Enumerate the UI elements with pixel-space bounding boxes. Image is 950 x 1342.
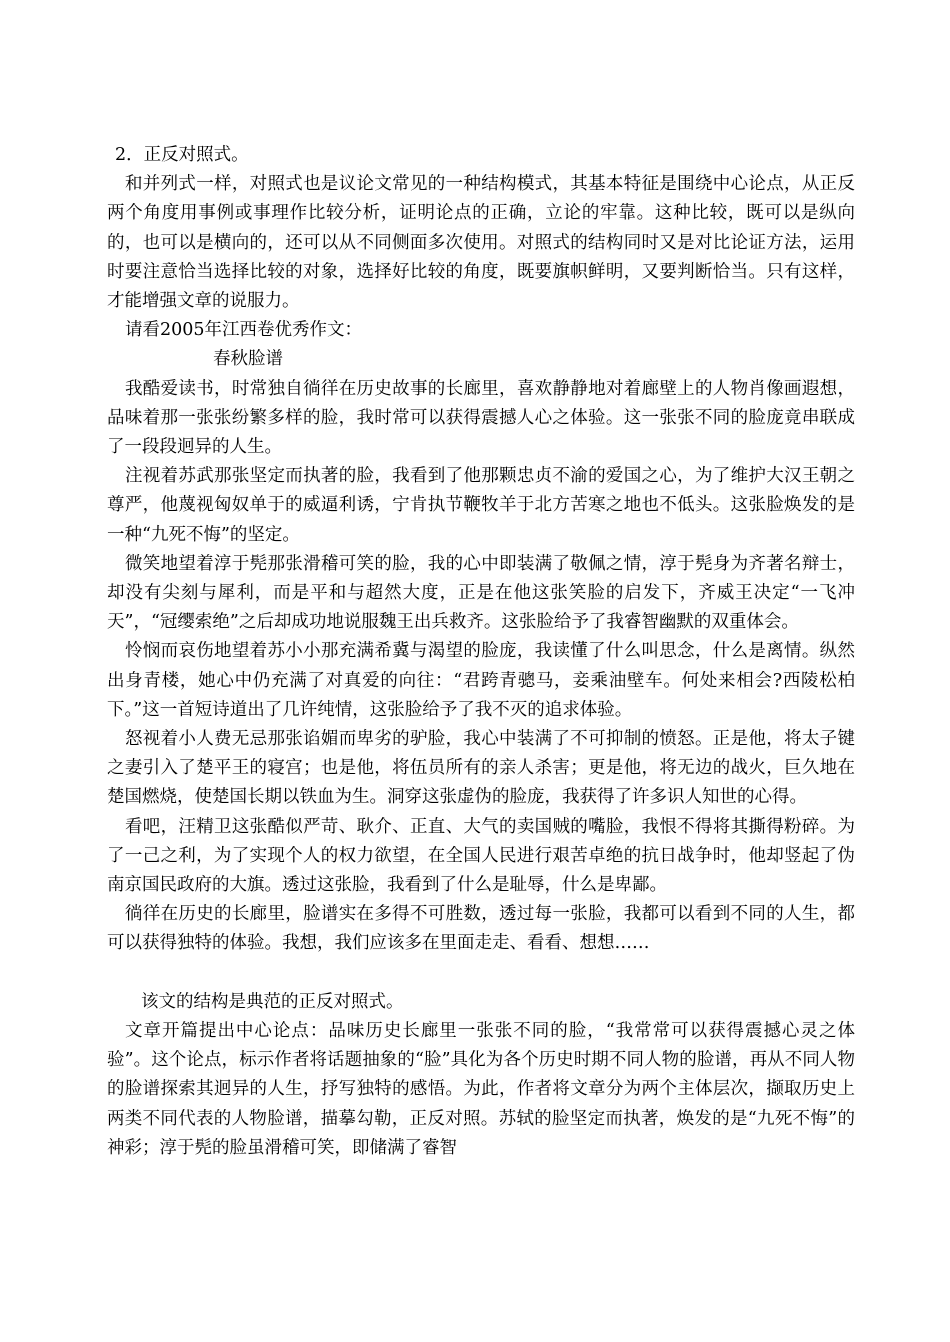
- essay-paragraph-6: 看吧，汪精卫这张酷似严苛、耿介、正直、大气的卖国贼的嘴脸，我恨不得将其撕得粉碎。为了一己之利，为了实现个人的权力欲望，在全国人民进行艰苦卓绝的抗日战争时，他却竖起了伪南京国民政府的大旗。透过这张脸，我看到了什么是耻辱，什么是卑鄙。: [107, 816, 855, 896]
- intro-line: 请看2005年江西卷优秀作文：: [125, 320, 363, 341]
- essay-paragraph-2: 注视着苏武那张坚定而执著的脸，我看到了他那颗忠贞不渝的爱国之心，为了维护大汉王朝之尊严，他蔑视匈奴单于的威逼利诱，宁肯执节鞭牧羊于北方苦寒之地也不低头。这张脸焕发的是一种“九死不悔”的坚定。: [107, 466, 855, 545]
- essay-paragraph-7: 徜徉在历史的长廊里，脸谱实在多得不可胜数，透过每一张脸，我都可以看到不同的人生，都可以获得独特的体验。我想，我们应该多在里面走走、看看、想想……: [107, 904, 855, 954]
- analysis-paragraph: 文章开篇提出中心论点：品味历史长廊里一张张不同的脸，“我常常可以获得震撼心灵之体验”。这个论点，标示作者将话题抽象的“脸”具化为各个历史时期不同人物的脸谱，再从不同人物的脸谱探索其迥异的人生，抒写独特的感悟。为此，作者将文章分为两个主体层次，撷取历史上两类不同代表的人物脸谱，描摹勾勒，正反对照。苏轼的脸坚定而执著，焕发的是“九死不悔”的神彩；淳于髡的脸虽滑稽可笑，即储满了睿智: [107, 1021, 855, 1158]
- essay-paragraph-3: 微笑地望着淳于髡那张滑稽可笑的脸，我的心中即装满了敬佩之情，淳于髡身为齐著名辩士，却没有尖刻与犀利，而是平和与超然大度，正是在他这张笑脸的启发下，齐威王决定“一飞冲天”，“冠缨索绝”之后却成功地说服魏王出兵救齐。这张脸给予了我睿智幽默的双重体会。: [107, 553, 855, 633]
- essay-paragraph-4: 怜悯而哀伤地望着苏小小那充满希冀与渴望的脸庞，我读懂了什么叫思念，什么是离情。纵然出身青楼，她心中仍充满了对真爱的向往：“君跨青骢马，妾乘油壁车。何处来相会?西陵松柏下。”这一首短诗道出了几许纯情，这张脸给予了我不灭的追求体验。: [107, 641, 855, 720]
- essay-title: 春秋脸谱: [213, 349, 283, 370]
- analysis-summary: 该文的结构是典范的正反对照式。: [141, 991, 404, 1012]
- document-body: [107, 141, 855, 1163]
- essay-paragraph-5: 怒视着小人费无忌那张谄媚而卑劣的驴脸，我心中装满了不可抑制的愤怒。正是他，将太子键之妻引入了楚平王的寝宫；也是他，将伍员所有的亲人杀害；更是他，将无边的战火，巨久地在楚国燃烧，使楚国长期以铁血为生。洞穿这张虚伪的脸庞，我获得了许多识人知世的心得。: [107, 729, 855, 808]
- explanation-paragraph: 和并列式一样，对照式也是议论文常见的一种结构模式，其基本特征是围绕中心论点，从正反两个角度用事例或事理作比较分析，证明论点的正确，立论的牢靠。这种比较，既可以是纵向的，也可以是横向的，还可以从不同侧面多次使用。对照式的结构同时又是对比论证方法，运用时要注意恰当选择比较的对象，选择好比较的角度，既要旗帜鲜明，又要判断恰当。只有这样，才能增强文章的说服力。: [107, 174, 855, 312]
- section-heading: 2．正反对照式。: [115, 145, 249, 165]
- blank-line: [107, 959, 855, 988]
- essay-paragraph-1: 我酷爱读书，时常独自徜徉在历史故事的长廊里，喜欢静静地对着廊壁上的人物肖像画遐想，品味着那一张张纷繁多样的脸，我时常可以获得震撼人心之体验。这一张张不同的脸庞竟串联成了一段段迥异的人生。: [107, 378, 855, 458]
